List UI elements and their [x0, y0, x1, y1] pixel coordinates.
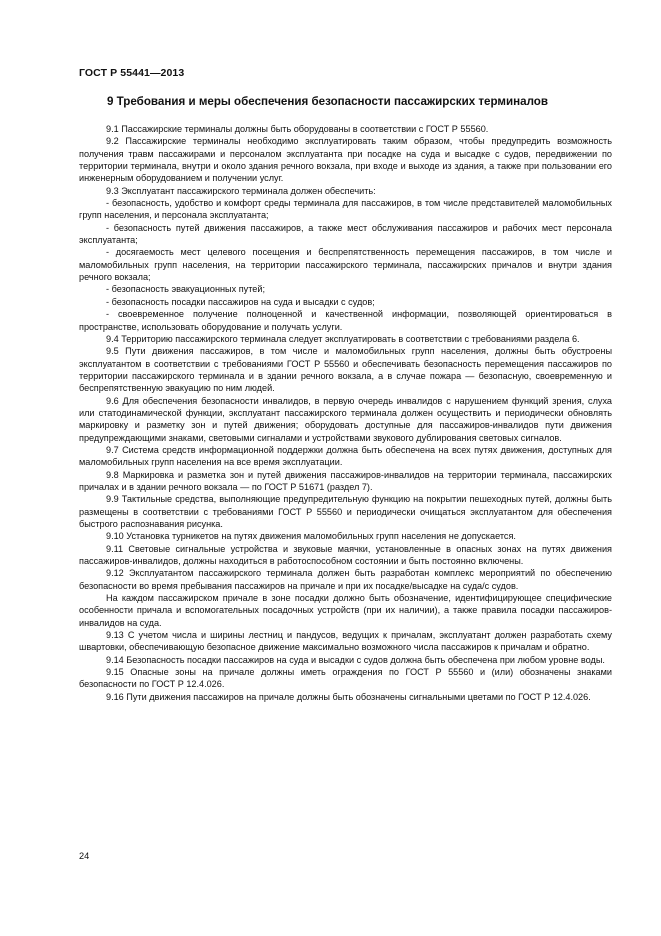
paragraph: 9.3 Эксплуатант пассажирского терминала должен обеспечить:	[106, 185, 376, 196]
list-item: - безопасность, удобство и комфорт среды терминала для пассажиров, в том числе представителей маломобильных групп населения, и персонала эксплуатанта;	[79, 198, 612, 221]
paragraph: 9.4 Территорию пассажирского терминала следует эксплуатировать в соответствии с требованиями раздела 6.	[106, 333, 580, 344]
page-number: 24	[79, 851, 90, 861]
paragraph: 9.13 С учетом числа и ширины лестниц и пандусов, ведущих к причалам, эксплуатант должен разработать схему швартовки, обеспечивающую безопасное движение максимально возможного числа пассажиров к причалам и обратно.	[79, 630, 612, 653]
paragraph: 9.8 Маркировка и разметка зон и путей движения пассажиров-инвалидов на территории терминала, пассажирских причалах и в здании речного вокзала — по ГОСТ Р 51671 (раздел 7).	[79, 469, 612, 492]
paragraph: 9.10 Установка турникетов на путях движения маломобильных групп населения не допускается.	[106, 531, 516, 542]
list-item: - безопасность путей движения пассажиров, а также мест обслуживания пассажиров и рабочих мест персонала эксплуатанта;	[79, 222, 612, 246]
paragraph: 9.1 Пассажирские терминалы должны быть оборудованы в соответствии с ГОСТ Р 55560.	[106, 124, 489, 134]
paragraph: 9.11 Световые сигнальные устройства и звуковые маячки, установленные в опасных зонах на путях движения пассажиров-инвалидов, должны находиться в работоспособном состоянии и быть постоянно включены.	[79, 543, 612, 567]
paragraph: 9.5 Пути движения пассажиров, в том числе и маломобильных групп населения, должны быть обустроены эксплуатантом в соответствии с требованиями ГОСТ Р 55560 и обеспечивать безопасность перемещения пассажиров по территории пассажирского терминала и в здании речного вокзала, а в случае пожара — безопасную, своевременную и беспрепятственную эвакуацию по ним людей.	[79, 346, 612, 394]
paragraph: 9.6 Для обеспечения безопасности инвалидов, в первую очередь инвалидов с нарушением функций зрения, слуха или статодинамической функции, эксплуатант пассажирского терминала должен осуществить и периодически обновлять маркировку и разметку зон и путей движения; оборудовать доступные для пассажиров-инвалидов пути движения предупреждающими знаками, световыми сигналами и устройствами звукового дублирования световых сигналов.	[79, 395, 612, 443]
paragraph: 9.7 Система средств информационной поддержки должна быть обеспечена на всех путях движения, доступных для маломобильных групп населения на все время эксплуатации.	[79, 444, 612, 468]
list-item: - досягаемость мест целевого посещения и беспрепятственность перемещения пассажиров, в том числе и маломобильных групп населения, на территории пассажирского терминала, пассажирских причалов и внутри здания речного вокзала;	[79, 247, 612, 283]
paragraph: 9.16 Пути движения пассажиров на причале должны быть обозначены сигнальными цветами по ГОСТ Р 12.4.026.	[106, 691, 591, 702]
paragraph: 9.9 Тактильные средства, выполняющие предупредительную функцию на покрытии пешеходных путей, должны быть размещены в соответствии с требованиями ГОСТ Р 55560 и периодически очищаться эксплуатантом для обеспечения быстрого распознавания рисунка.	[79, 494, 612, 529]
list-item: - безопасность посадки пассажиров на суда и высадки с судов;	[106, 296, 375, 307]
paragraph: 9.12 Эксплуатантом пассажирского терминала должен быть разработан комплекс мероприятий по обеспечению безопасности во время пребывания пассажиров на причале и при их посадке/высадке на суда/с судов.	[79, 568, 612, 591]
list-item: - своевременное получение полноценной и качественной информации, позволяющей ориентироваться в пространстве, использовать оборудование и получать услуги.	[79, 309, 612, 332]
section-body	[79, 123, 612, 703]
paragraph: 9.14 Безопасность посадки пассажиров на суда и высадки с судов должна быть обеспечена при любом уровне воды.	[106, 654, 605, 665]
paragraph: 9.2 Пассажирские терминалы необходимо эксплуатировать таким образом, чтобы предупредить возможность получения травм пассажирами и персоналом эксплуатанта при посадке на суда и высадке с судов, передвижении по территории терминала, внутри и около здания речного вокзала, при входе и выходе из здания, а также при пользовании его инженерным оборудованием и получении услуг.	[79, 136, 612, 184]
paragraph: На каждом пассажирском причале в зоне посадки должно быть обозначение, идентифицирующее специфические особенности причала и вспомогательных посадочных устройств (при их наличии), а также правила посадки пассажиров-инвалидов на суда.	[79, 593, 612, 628]
list-item: - безопасность эвакуационных путей;	[106, 284, 265, 295]
paragraph: 9.15 Опасные зоны на причале должны иметь ограждения по ГОСТ Р 55560 и (или) обозначены знаками безопасности по ГОСТ Р 12.4.026.	[79, 667, 612, 690]
section-title: 9 Требования и меры обеспечения безопасности пассажирских терминалов	[107, 95, 548, 108]
document-code: ГОСТ Р 55441—2013	[79, 67, 185, 79]
